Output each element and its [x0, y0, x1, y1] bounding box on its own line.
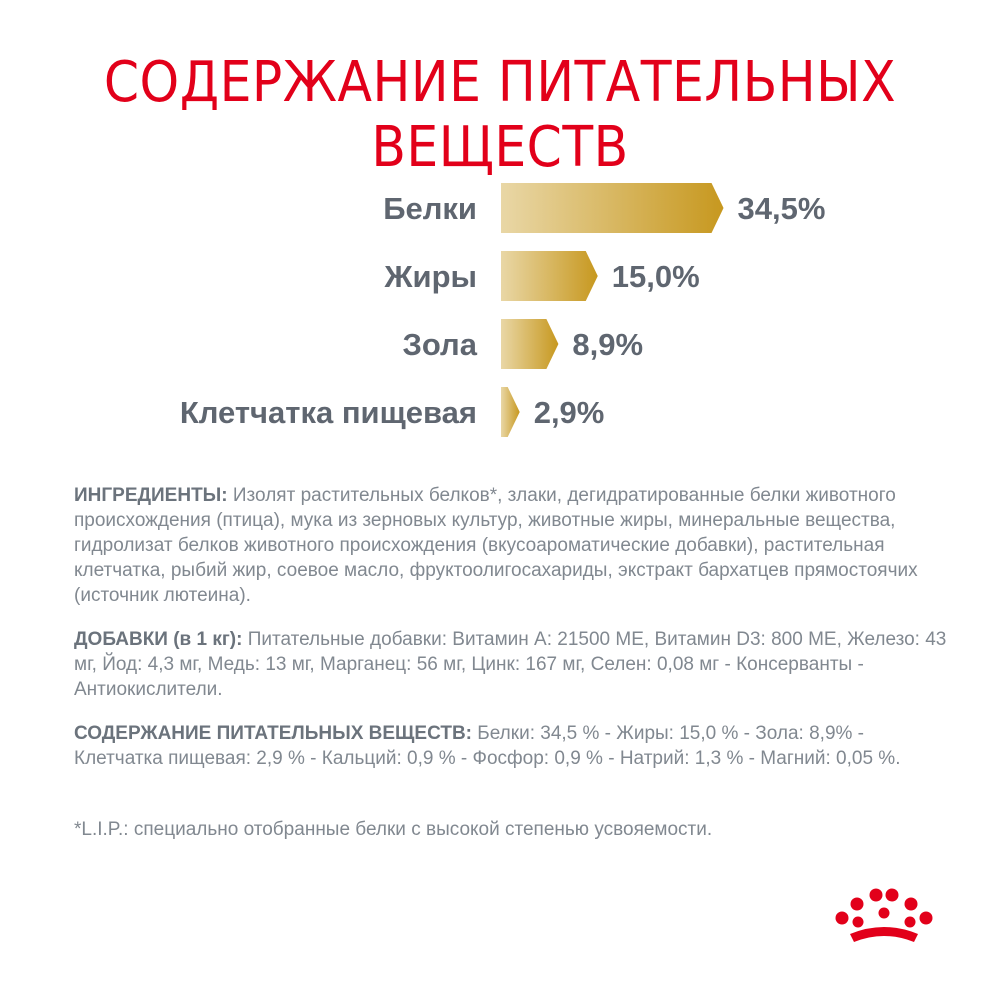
- footnote-text: *L.I.P.: специально отобранные белки с высокой степенью усвояемости.: [74, 819, 713, 840]
- bar: [501, 319, 558, 369]
- value-label: 8,9%: [572, 327, 644, 362]
- crown-icon: [828, 884, 940, 948]
- bar: [501, 183, 724, 233]
- additives-heading: ДОБАВКИ (в 1 кг):: [74, 629, 243, 650]
- category-label: Клетчатка пищевая: [179, 395, 477, 430]
- category-label: Жиры: [384, 259, 477, 294]
- value-label: 34,5%: [737, 191, 826, 226]
- additives-section: [74, 627, 954, 702]
- footnote: [74, 817, 954, 842]
- value-label: 15,0%: [611, 259, 700, 294]
- ingredients-heading: ИНГРЕДИЕНТЫ:: [74, 485, 228, 506]
- page-title: СОДЕРЖАНИЕ ПИТАТЕЛЬНЫХ ВЕЩЕСТВ: [103, 50, 897, 180]
- nutrients-text: Белки: 34,5 % - Жиры: 15,0 % - Зола: 8,9% - Клетчатка пищевая: 2,9 % - Кальций: 0,9 % - Фосфор: 0,9 % - Натрий: 1,3 % - Магний: 0,05 %.: [74, 723, 901, 769]
- category-label: Белки: [383, 191, 477, 226]
- bar: [501, 251, 598, 301]
- category-label: Зола: [402, 327, 477, 362]
- ingredients-text: Изолят растительных белков*, злаки, дегидратированные белки животного происхождения (птица), мука из зерновых культур, животные жиры, минеральные вещества, гидролизат белков животного происхождения (вкусоароматические добавки), растительная клетчатка, рыбий жир, соевое масло, фруктоолигосахариды, экстракт бархатцев прямостоячих (источник лютеина).: [74, 485, 918, 606]
- value-label: 2,9%: [533, 395, 605, 430]
- nutrients-section: [74, 721, 954, 771]
- bar: [501, 387, 520, 437]
- additives-text: Питательные добавки: Витамин A: 21500 МЕ, Витамин D3: 800 МЕ, Железо: 43 мг, Йод: 4,3 мг, Медь: 13 мг, Марганец: 56 мг, Цинк: 167 мг, Селен: 0,08 мг - Консерванты - Антиокислители.: [74, 629, 947, 700]
- nutrient-bar-chart: [0, 170, 1000, 460]
- nutrients-heading: СОДЕРЖАНИЕ ПИТАТЕЛЬНЫХ ВЕЩЕСТВ:: [74, 723, 472, 744]
- ingredients-section: [74, 483, 954, 608]
